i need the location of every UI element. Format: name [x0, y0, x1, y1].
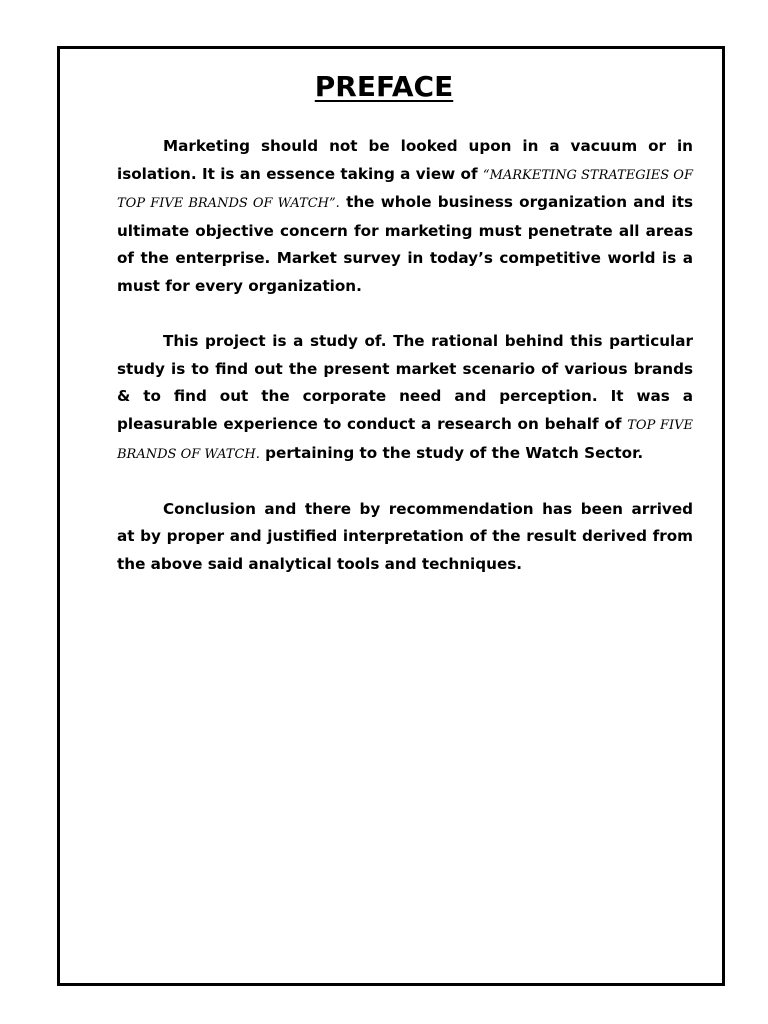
paragraph-2-text-end: pertaining to the study of the Watch Sector. — [259, 443, 644, 462]
page-title-text: PREFACE — [314, 70, 454, 103]
paragraph-2-emphasis: TOP FIVE BRANDS OF WATCH. — [117, 417, 693, 462]
paragraph-1 — [117, 133, 693, 301]
preface-body — [117, 133, 693, 606]
paragraph-1-text: Marketing should not be looked upon in a vacuum or in isolation. It is an essence taking a view of — [117, 137, 693, 183]
paragraph-2 — [117, 328, 693, 468]
paragraph-1-text-end: the whole business organization and its ultimate objective concern for marketing must penetrate all areas of the enterprise. Market survey in today’s competitive world is a must for every organization. — [117, 193, 694, 295]
paragraph-3 — [117, 496, 693, 579]
paragraph-3-text: Conclusion and there by recommendation has been arrived at by proper and justified interpretation of the result derived from the above said analytical tools and techniques. — [117, 499, 693, 573]
paragraph-2-text: This project is a study of. The rational behind this particular study is to find out the present market scenario of various brands & to find out the corporate need and perception. It was a pleasurable experience to conduct a research on behalf of — [117, 332, 693, 433]
paragraph-1-emphasis: “MARKETING STRATEGIES OF TOP FIVE BRANDS OF WATCH”. — [117, 167, 693, 212]
page-title — [0, 68, 768, 106]
